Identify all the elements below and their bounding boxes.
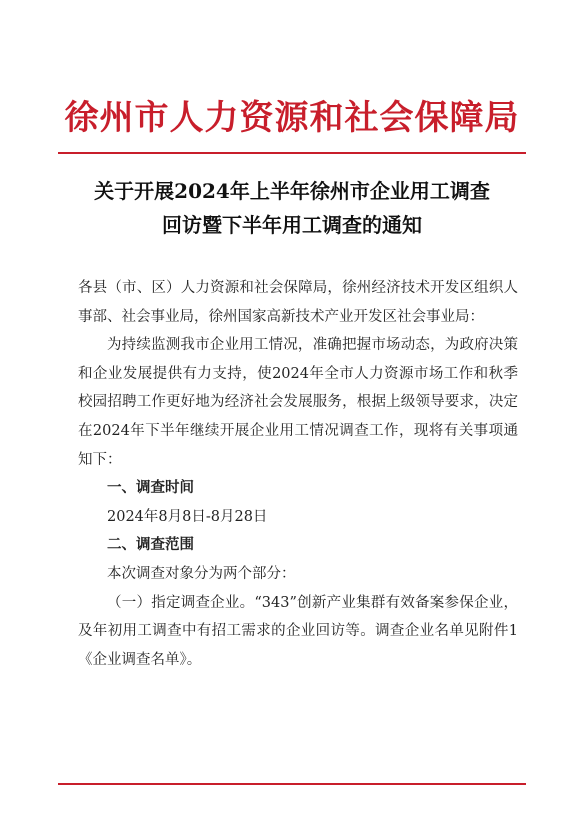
letterhead-red-rule xyxy=(58,152,526,154)
document-body xyxy=(78,274,518,674)
salutation: 各县（市、区）人力资源和社会保障局，徐州经济技术开发区组织人事部、社会事业局，徐州国家高新技术产业开发区社会事业局： xyxy=(78,280,518,325)
scope-paragraph-2: （一）指定调查企业。“343”创新产业集群有效备案参保企业，及年初用工调查中有招工需求的企业回访等。调查企业名单见附件1《企业调查名单》。 xyxy=(78,594,518,668)
survey-date-range: 2024年8月8日-8月28日 xyxy=(107,508,268,525)
intro-paragraph: 为持续监测我市企业用工情况，准确把握市场动态，为政府决策和企业发展提供有力支持，使2024年全市人力资源市场工作和秋季校园招聘工作更好地为经济社会发展服务，根据上级领导要求，决定在2024年下半年继续开展企业用工情况调查工作，现将有关事项通知下： xyxy=(78,337,518,468)
document-title-line-1: 关于开展2024年上半年徐州市企业用工调查 xyxy=(94,179,490,203)
document-title xyxy=(40,174,544,242)
section-heading-scope: 二、调查范围 xyxy=(107,537,194,554)
section-heading-time: 一、调查时间 xyxy=(107,480,194,497)
agency-letterhead: 徐州市人力资源和社会保障局 xyxy=(64,98,520,138)
scope-paragraph-1: 本次调查对象分为两个部分： xyxy=(107,565,296,582)
footer-red-rule xyxy=(58,783,526,785)
document-title-line-2: 回访暨下半年用工调查的通知 xyxy=(162,213,422,237)
